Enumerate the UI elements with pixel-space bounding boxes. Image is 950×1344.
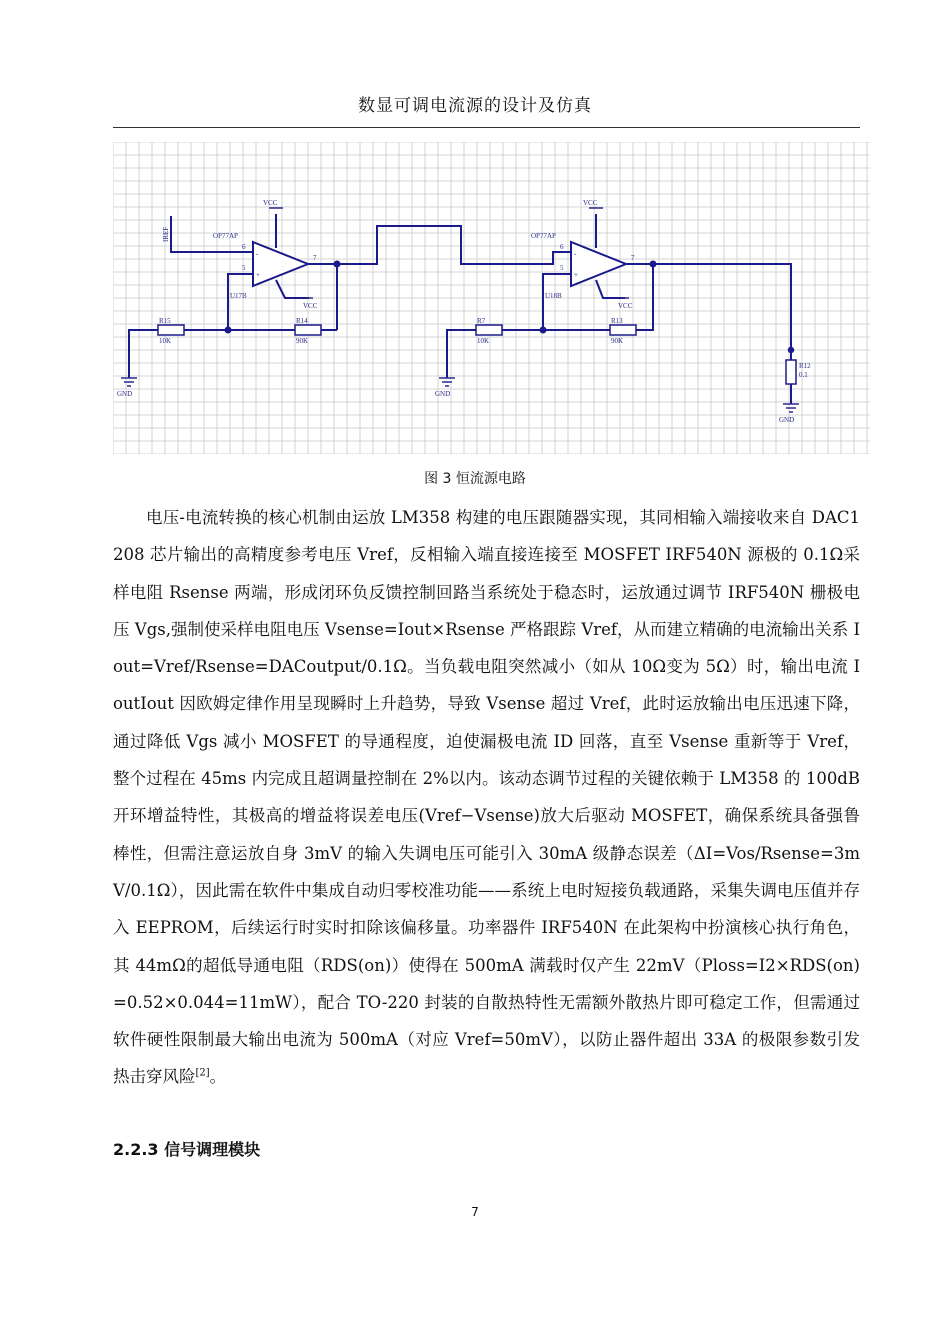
label-amp-right: OP77AP <box>531 232 556 240</box>
body-paragraph-text: 电压-电流转换的核心机制由运放 LM358 构建的电压跟随器实现，其同相输入端接收来自 DAC1208 芯片输出的高精度参考电压 Vref，反相输入端直接连接至 MOSFET IRF540N 源极的 0.1Ω采样电阻 Rsense 两端，形成闭环负反馈控制回路当系统处于稳态时，运放通过调节 IRF540N 栅极电压 Vgs,强制使采样电阻电压 Vsense=Iout×Rsense 严格跟踪 Vref，从而建立精确的电流输出关系 Iout=Vref/Rsense=DACoutput/0.1Ω。当负载电阻突然减小（如从 10Ω变为 5Ω）时，输出电流 IoutIout 因欧姆定律作用呈现瞬时上升趋势，导致 Vsense 超过 Vref，此时运放输出电压迅速下降，通过降低 Vgs 减小 MOSFET 的导通程度，迫使漏极电流 ID 回落，直至 Vsense 重新等于 Vref，整个过程在 45ms 内完成且超调量控制在 2%以内。该动态调节过程的关键依赖于 LM358 的 100dB 开环增益特性，其极高的增益将误差电压(Vref−Vsense)放大后驱动 MOSFET，确保系统具备强鲁棒性，但需注意运放自身 3mV 的输入失调电压可能引入 30mA 级静态误差（ΔI=Vos/Rsense=3mV/0.1Ω），因此需在软件中集成自动归零校准功能——系统上电时短接负载通路，采集失调电压值并存入 EEPROM，后续运行时实时扣除该偏移量。功率器件 IRF540N 在此架构中扮演核心执行角色，其 44mΩ的超低导通电阻（RDS(on)）使得在 500mA 满载时仅产生 22mV（Ploss=I2×RDS(on)=0.52×0.044=11mW），配合 TO-220 封装的自散热特性无需额外散热片即可稳定工作，但需通过软件硬性限制最大输出电流为 500mA（对应 Vref=50mV），以防止器件超出 33A 的极限参数引发热击穿风险 <box>113 508 860 1087</box>
label-vcc-2: VCC <box>583 199 598 207</box>
constant-current-circuit-figure <box>113 142 870 454</box>
resistor-r14 <box>295 325 321 335</box>
label-amp-left: OP77AP <box>213 232 238 240</box>
junction-dot <box>789 348 794 353</box>
label-vcc-4: VCC <box>618 302 633 310</box>
label-r7-value: 10K <box>477 337 490 345</box>
figure-caption: 图 3 恒流源电路 <box>424 471 526 487</box>
label-r12-value: 0.1 <box>799 371 808 379</box>
label-gnd-2: GND <box>435 390 451 398</box>
label-vcc-3: VCC <box>303 302 318 310</box>
pin-plus-right: + <box>574 271 578 279</box>
pin-num-5-left: 5 <box>242 264 246 272</box>
label-r15: R15 <box>159 317 171 325</box>
resistor-r13 <box>610 325 636 335</box>
section-heading: 2.2.3 信号调理模块 <box>113 1140 261 1159</box>
label-gnd-3: GND <box>779 416 795 424</box>
pin-plus-left: + <box>256 271 260 279</box>
citation-reference[interactable]: [2] <box>195 1067 210 1079</box>
pin-num-5-right: 5 <box>560 264 564 272</box>
ground-symbols <box>121 378 799 412</box>
pin-num-7-right: 7 <box>631 254 635 262</box>
label-iref: IREF <box>162 226 170 242</box>
label-amp-left-ref: U17B <box>230 292 247 300</box>
resistor-r12 <box>786 360 796 384</box>
label-amp-right-ref: U18B <box>545 292 562 300</box>
resistor-r7 <box>476 325 502 335</box>
label-r14: R14 <box>296 317 308 325</box>
pin-num-6-left: 6 <box>242 243 246 251</box>
body-paragraph <box>113 499 860 1096</box>
body-paragraph-end: 。 <box>209 1067 227 1087</box>
header-rule <box>113 127 860 128</box>
label-r12: R12 <box>799 362 811 370</box>
pin-minus-right: - <box>574 250 577 258</box>
label-r14-value: 90K <box>296 337 309 345</box>
schematic-svg <box>113 142 870 454</box>
label-r13: R13 <box>611 317 623 325</box>
label-r7: R7 <box>477 317 486 325</box>
pin-minus-left: - <box>256 250 259 258</box>
label-gnd-1: GND <box>117 390 133 398</box>
page-number: 7 <box>471 1205 479 1219</box>
pin-num-7-left: 7 <box>313 254 317 262</box>
schematic-wires <box>129 214 791 404</box>
page-header-title: 数显可调电流源的设计及仿真 <box>358 96 592 116</box>
resistor-r15 <box>158 325 184 335</box>
schematic-grid <box>113 142 870 454</box>
label-r15-value: 10K <box>159 337 172 345</box>
label-r13-value: 90K <box>611 337 624 345</box>
pin-num-6-right: 6 <box>560 243 564 251</box>
label-vcc-1: VCC <box>263 199 278 207</box>
